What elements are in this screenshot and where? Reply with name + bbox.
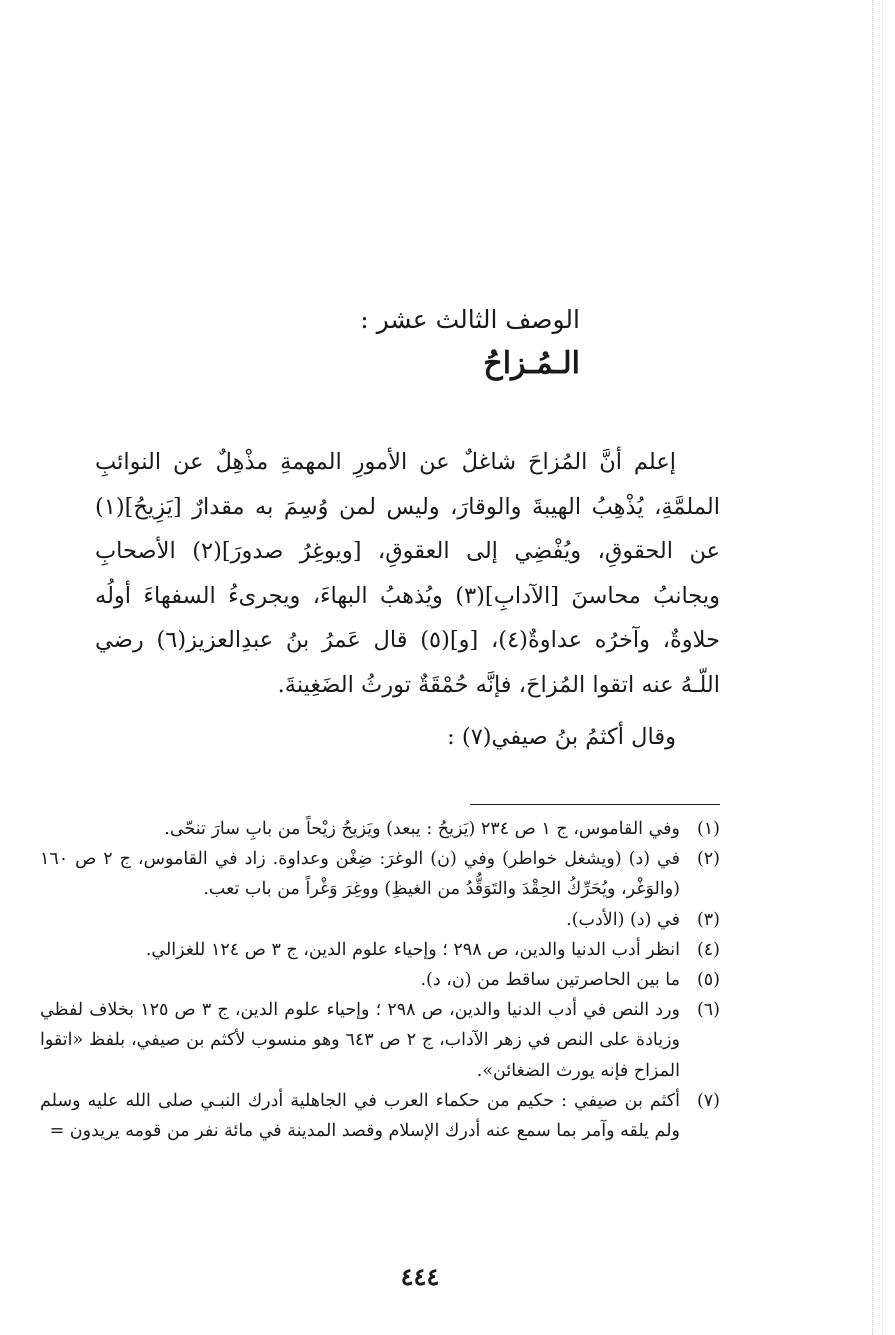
footnote-item (40, 905, 720, 935)
footnote-item (40, 995, 720, 1086)
footnote-text: أكثم بن صيفي : حكيم من حكماء العرب في الجاهلية أدرك النبـي صلى الله عليه وسلم ولم يلقه وآمر بما سمع عنه أدرك الإسلام وقصد المدينة في مائة نفر من قومه يريدون = (40, 1090, 680, 1142)
footnote-number: (٧) (696, 1090, 720, 1111)
section-label: الوصف الثالث عشر : (360, 305, 580, 334)
footnote-item (40, 1086, 720, 1146)
section-heading (100, 300, 720, 386)
footnote-text: في (د) (الأدب). (566, 909, 680, 930)
main-text (95, 440, 720, 760)
footnote-text: ما بين الحاصرتين ساقط من (ن، د). (420, 970, 680, 991)
footnote-number: (٥) (696, 970, 720, 991)
footnote-item (40, 814, 720, 844)
footnotes (40, 814, 720, 1146)
page-number: ٤٤٤ (400, 1262, 440, 1291)
main-paragraph: إعلم أنَّ المُزاحَ شاغلٌ عن الأمورِ المهمةِ مذْهِلٌ عن النوائبِ الملمَّةِ، يُذْهِبُ الهيبةَ والوقارَ، وليس لمن وُسِمَ به مقدارٌ [يَزِيحُ](١) عن الحقوقِ، ويُفْضِي إلى العقوقِ، [ويوغِرُ صدورَ](٢) الأصحابِ ويجانبُ محاسنَ [الآدابِ](٣) ويُذهبُ البهاءَ، ويجرىءُ السفهاءَ أولُه حلاوةٌ، وآخرُه عداوةٌ(٤)، [و](٥) قال عَمرُ بنُ عبدِالعزيز(٦) رضي اللّـهُ عنه اتقوا المُزاحَ، فإنَّه حُمْقَةٌ تورثُ الضَغِينةَ. (95, 449, 721, 698)
footnote-text: في (د) (ويشغل خواطر) وفي (ن) الوغرَ: ضِغْن وعداوة. زاد في القاموس، ج ٢ ص ١٦٠ (والوَغْر، ويُحَرِّكُ الحِقْدَ والتَوَقُّدُ من الغيظِ) ووغِرَ وَغْراً من باب تعب. (40, 849, 680, 900)
footnote-text: وفي القاموس، ج ١ ص ٢٣٤ (يَزيحُ : يبعد) ويَزيحُ زيْحاً من بابِ سارَ تنحّى. (164, 819, 680, 839)
footnote-number: (٦) (696, 1000, 720, 1021)
footnote-number: (٤) (696, 939, 720, 960)
footnote-text: انظر أدب الدنيا والدين، ص ٢٩٨ ؛ وإحياء علوم الدين، ج ٣ ص ١٢٤ للغزالي. (145, 939, 680, 960)
footnote-number: (١) (696, 819, 720, 839)
page-edge-line (872, 0, 873, 1335)
footnote-item (40, 935, 720, 965)
footnote-separator (470, 804, 720, 805)
section-title: الـمُـزاحُ (483, 346, 580, 381)
footnote-item (40, 844, 720, 904)
quote-intro: وقال أكثمُ بنُ صيفي(٧) : (447, 724, 676, 750)
footnote-text: ورد النص في أدب الدنيا والدين، ص ٢٩٨ ؛ وإحياء علوم الدين، ج ٣ ص ١٢٥ بخلاف لفظي وزيادة على النص في زهر الآداب، ج ٢ ص ٦٤٣ وهو منسوب لأكثم بن صيفي، بلفظ «اتقوا المزاح فإنه يورث الضغائن». (40, 1000, 680, 1081)
footnote-number: (٣) (696, 909, 720, 930)
page-edge-line (882, 0, 883, 1335)
footnote-number: (٢) (696, 849, 720, 870)
footnote-item (40, 965, 720, 995)
